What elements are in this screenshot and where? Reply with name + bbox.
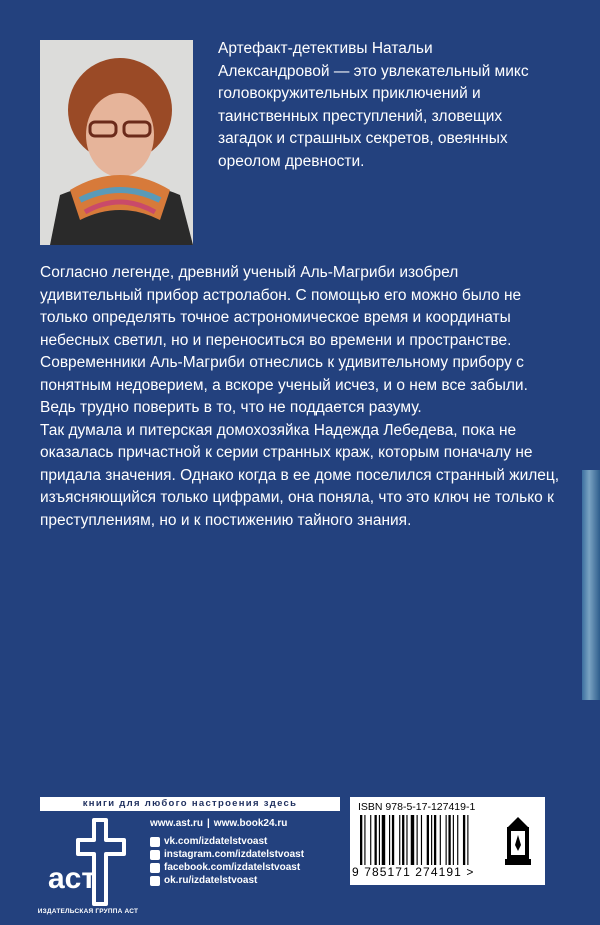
synopsis [40,262,562,532]
author-photo [40,40,193,245]
instagram-icon [150,850,160,860]
link-separator: | [206,818,210,829]
barcode-digits: 9 785171 274191 > [352,865,475,879]
social-link-text: instagram.com/izdatelstvoast [164,849,305,860]
author-intro: Артефакт-детективы Натальи Александровой — это увлекательный микс головокружительных приключений и таинственных преступлений, зловещих загадок и страшных секретов, овеянных ореолом древности. [218,40,529,170]
synopsis-paragraph: Так думала и питерская домохозяйка Надежда Лебедева, пока не оказалась причастной к серии странных краж, которым поначалу не придала значения. Однако когда в ее доме поселился странный жилец, изъясняющийся только цифрами, она поняла, что это ключ не только к преступлениям, но и к постижению тайного знания. [40,421,560,529]
publisher-name: ИЗДАТЕЛЬСКАЯ ГРУППА АСТ [37,908,139,915]
isbn-text: ISBN 978-5-17-127419-1 [358,801,476,813]
social-link-instagram[interactable] [150,848,350,861]
ok-icon [150,876,160,886]
vk-icon [150,837,160,847]
social-link-text: vk.com/izdatelstvoast [164,836,268,847]
ast-logo [44,818,130,906]
barcode-box [350,797,545,885]
social-link-ok[interactable] [150,874,350,887]
website-link[interactable]: www.book24.ru [213,818,288,829]
facebook-icon [150,863,160,873]
lantern-icon [502,815,534,867]
logo-text: аст [48,862,97,895]
social-link-facebook[interactable] [150,861,350,874]
synopsis-paragraph: Согласно легенде, древний ученый Аль-Магриби изобрел удивительный прибор астролабон. С помощью его можно было не только определять точное астрономическое время и координаты небесных светил, но и переноситься во времени и пространстве. Современники Аль-Магриби отнеслись к удивительному прибору с понятным недоверием, а вскоре ученый исчез, и о нем все забыли. Ведь трудно поверить в то, что не поддается разуму. [40,264,528,416]
website-link[interactable]: www.ast.ru [150,818,203,829]
publisher-links [150,818,350,887]
book-edge-strip [582,470,600,700]
social-link-text: facebook.com/izdatelstvoast [164,862,301,873]
barcode-icon [360,815,495,865]
social-link-vk[interactable] [150,835,350,848]
tagline-banner: книги для любого настроения здесь [40,797,340,811]
social-link-text: ok.ru/izdatelstvoast [164,875,258,886]
